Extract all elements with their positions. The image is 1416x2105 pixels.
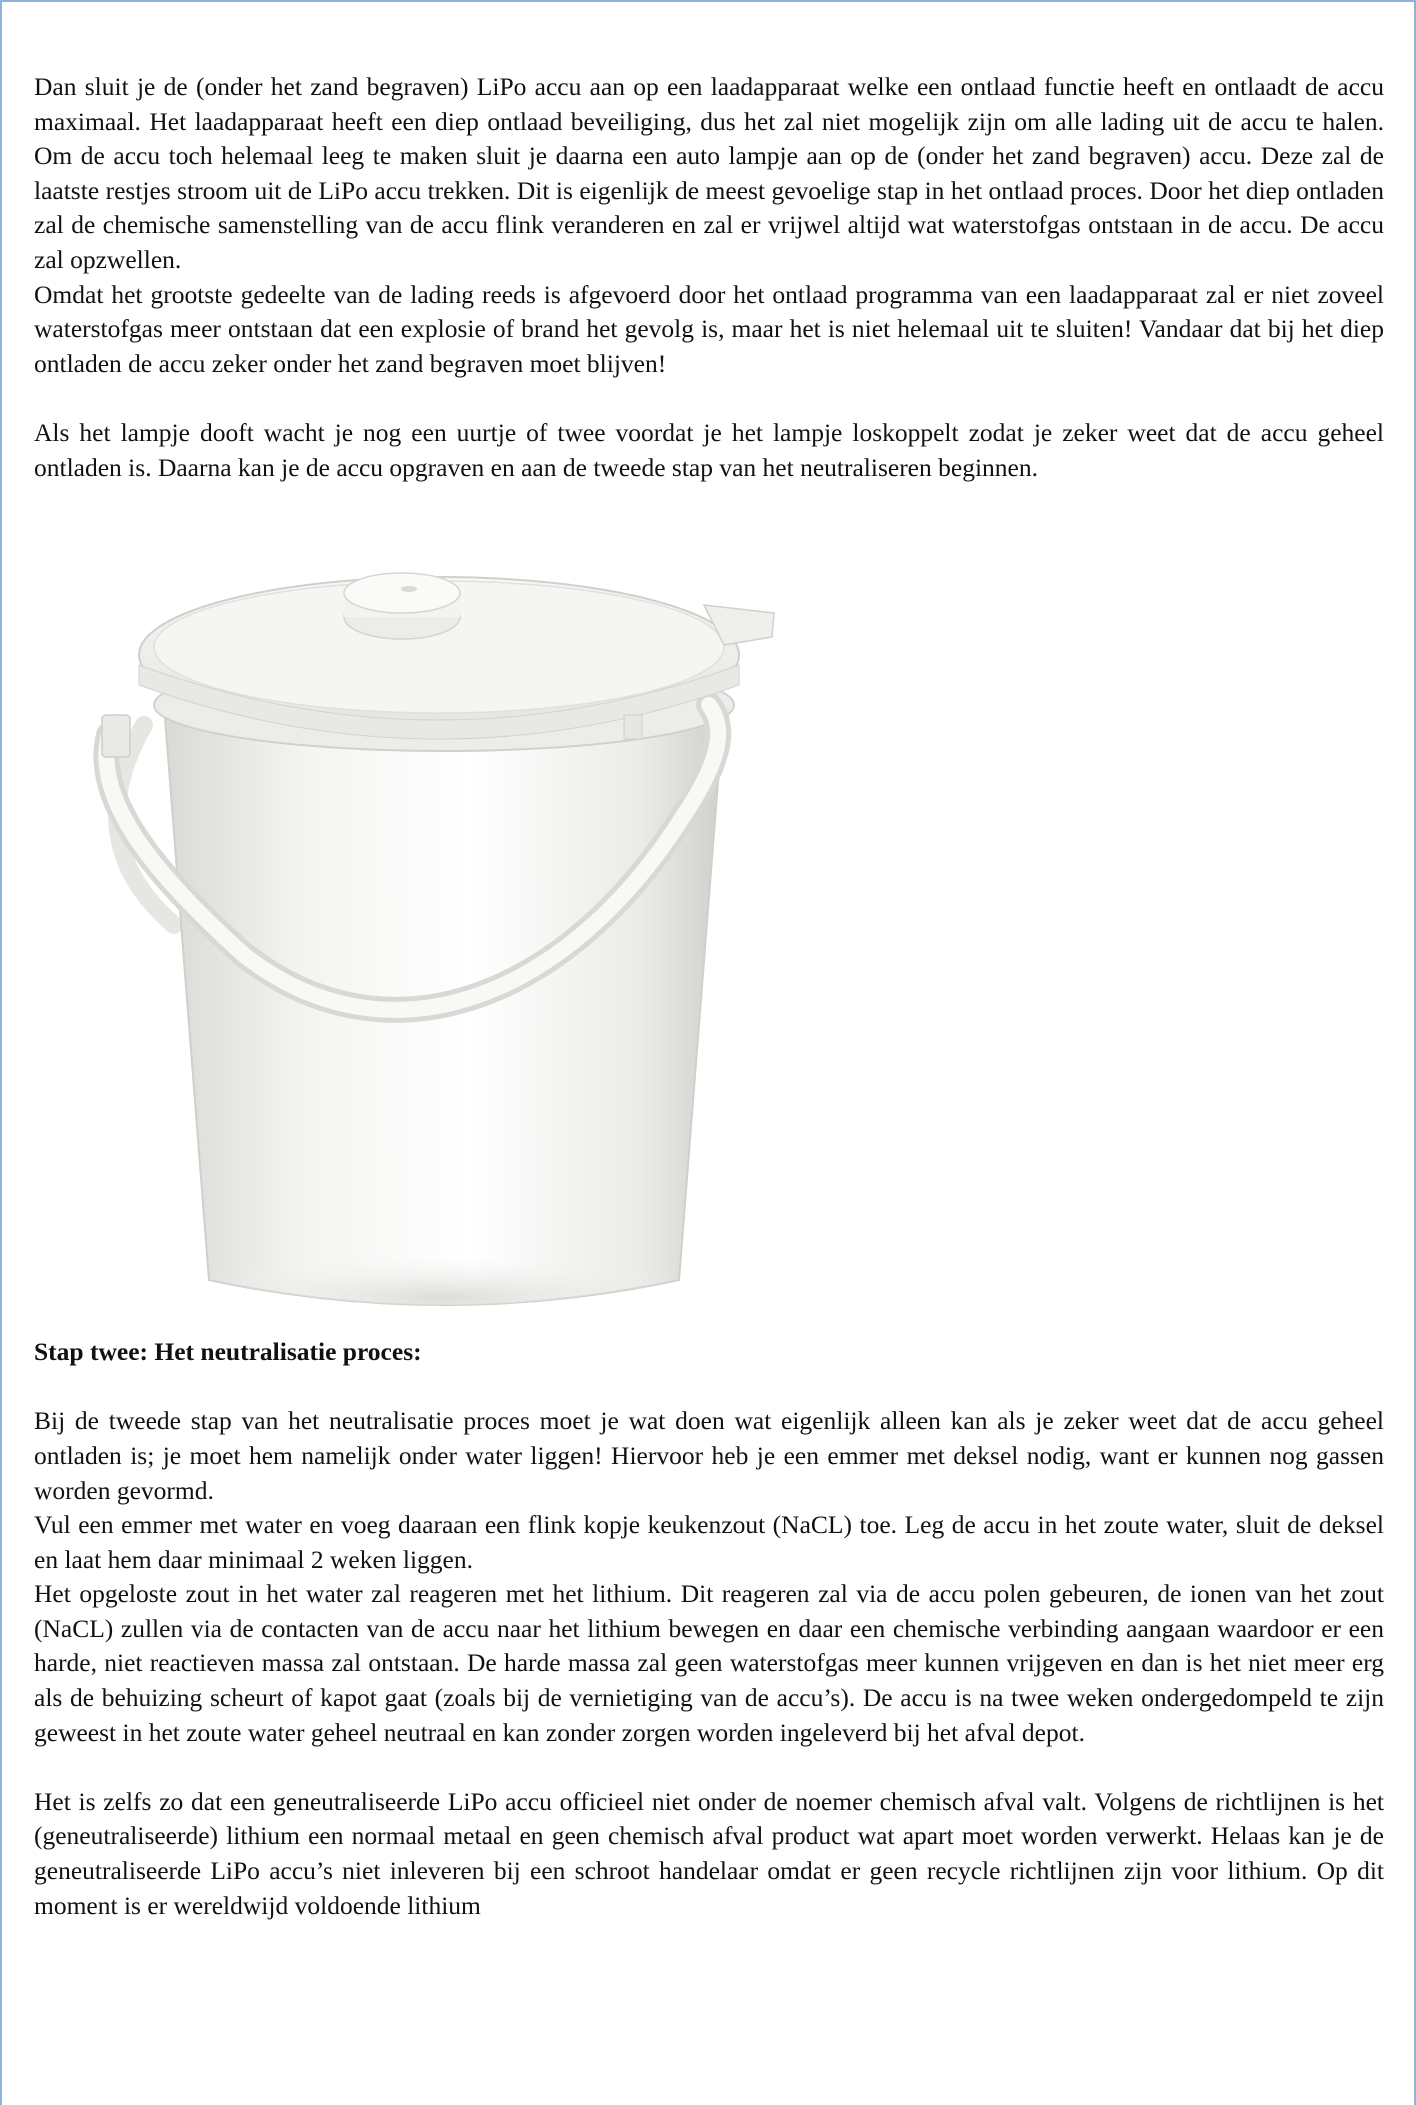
document-body	[34, 70, 1384, 1923]
section2-paragraph-2: Vul een emmer met water en voeg daaraan een flink kopje keukenzout (NaCL) toe. Leg de accu in het zoute water, sluit de deksel en laat hem daar minimaal 2 weken liggen.	[34, 1510, 1384, 1574]
spacer	[34, 1370, 1384, 1405]
spacer	[34, 381, 1384, 416]
section2-heading: Stap twee: Het neutralisatie proces:	[34, 1337, 422, 1367]
bucket-image-area	[34, 485, 1384, 1335]
section2-paragraph-4: Het is zelfs zo dat een geneutraliseerde LiPo accu officieel niet onder de noemer chemisch afval valt. Volgens de richtlijnen is het (geneutraliseerde) lithium een normaal metaal en geen chemisch afval product wat apart moet worden verwerkt. Helaas kan je de geneutraliseerde LiPo accu’s niet inleveren bij een schroot handelaar omdat er geen recycle richtlijnen zijn voor lithium. Op dit moment is er wereldwijd voldoende lithium	[34, 1786, 1384, 1920]
page-border-top	[0, 0, 1416, 2]
spacer	[34, 1750, 1384, 1785]
section2-paragraph-3: Het opgeloste zout in het water zal reageren met het lithium. Dit reageren zal via de accu polen gebeuren, de ionen van het zout (NaCL) zullen via de contacten van de accu naar het lithium bewegen en daar een chemische verbinding aangaan waardoor er een harde, niet reactieven massa zal ontstaan. De harde massa zal geen waterstofgas meer kunnen vrijgeven en dan is het niet meer erg als de behuizing scheurt of kapot gaat (zoals bij de vernietiging van de accu’s). De accu is na twee weken ondergedompeld te zijn geweest in het zoute water geheel neutraal en kan zonder zorgen worden ingeleverd bij het afval depot.	[34, 1579, 1384, 1747]
page-border-left	[0, 0, 2, 2105]
section1-paragraph-2: Omdat het grootste gedeelte van de lading reeds is afgevoerd door het ontlaad programma van een laadapparaat zal er niet zoveel waterstofgas meer ontstaan dat een explosie of brand het gevolg is, maar het is niet helemaal uit te sluiten! Vandaar dat bij het diep ontladen de accu zeker onder het zand begraven moet blijven!	[34, 279, 1384, 378]
section1-paragraph-1: Dan sluit je de (onder het zand begraven) LiPo accu aan op een laadapparaat welke een ontlaad functie heeft en ontlaadt de accu maximaal. Het laadapparaat heeft een diep ontlaad beveiliging, dus het zal niet mogelijk zijn om alle lading uit de accu te halen. Om de accu toch helemaal leeg te maken sluit je daarna een auto lampje aan op de (onder het zand begraven) accu. Deze zal de laatste restjes stroom uit de LiPo accu trekken. Dit is eigenlijk de meest gevoelige stap in het ontlaad proces. Door het diep ontladen zal de chemische samenstelling van de accu flink veranderen en zal er vrijwel altijd wat waterstofgas ontstaan in de accu. De accu zal opzwellen.	[34, 72, 1384, 274]
section1-paragraph-3: Als het lampje dooft wacht je nog een uurtje of twee voordat je het lampje loskoppelt zodat je zeker weet dat de accu geheel ontladen is. Daarna kan je de accu opgraven en aan de tweede stap van het neutraliseren beginnen.	[34, 417, 1384, 482]
section2-paragraph-1: Bij de tweede stap van het neutralisatie proces moet je wat doen wat eigenlijk alleen kan als je zeker weet dat de accu geheel ontladen is; je moet hem namelijk onder water liggen! Hiervoor heb je een emmer met deksel nodig, want er kunnen nog gassen worden gevormd.	[34, 1406, 1384, 1505]
bucket-icon	[84, 535, 804, 1325]
